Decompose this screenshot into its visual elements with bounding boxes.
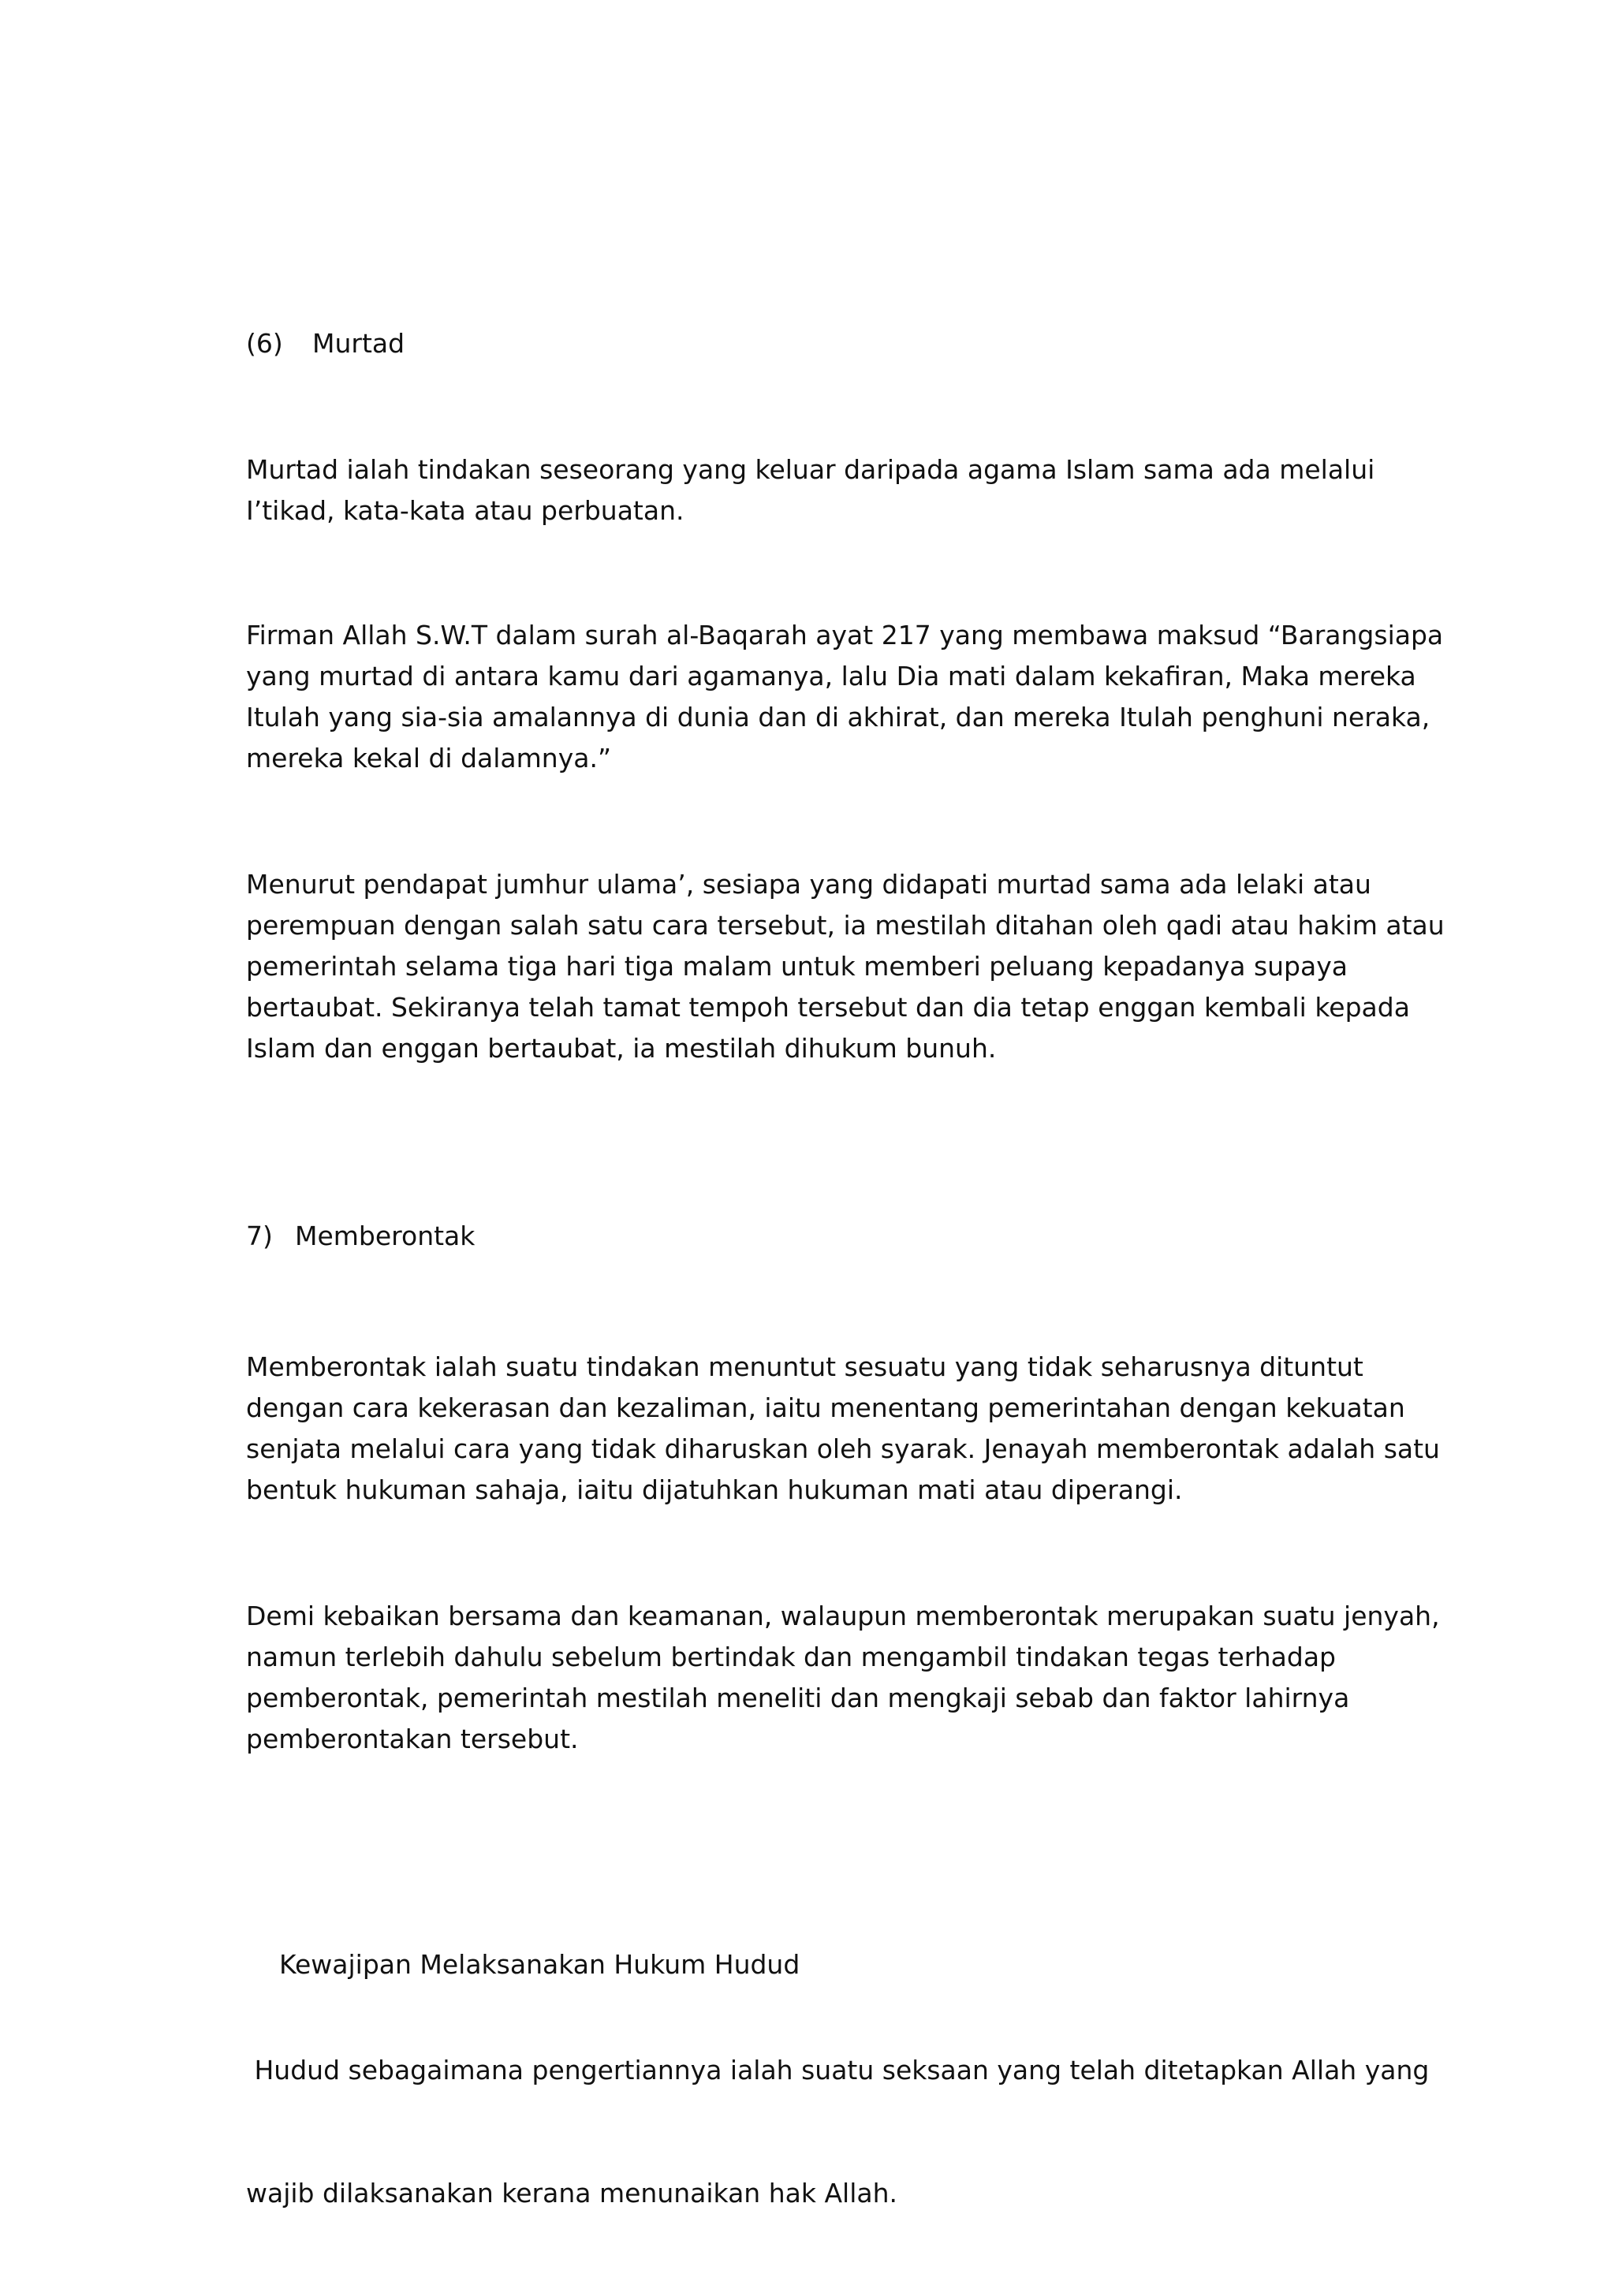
text-line: bentuk hukuman sahaja, iaitu dijatuhkan hukuman mati atau diperangi. [246,1474,1183,1505]
paragraph-murtad-quran [246,615,1444,779]
paragraph-hudud-definition [246,1968,1430,2296]
paragraph-memberontak-kebaikan [246,1596,1440,1760]
heading-title: Murtad [312,328,405,359]
text-line: perempuan dengan salah satu cara tersebut, ia mestilah ditahan oleh qadi atau hakim atau [246,910,1445,941]
section-heading-murtad [246,323,1397,364]
text-line: wajib dilaksanakan kerana menunaikan hak Allah. [246,2178,897,2208]
text-line: pemerintah selama tiga hari tiga malam untuk memberi peluang kepadanya supaya [246,951,1348,982]
paragraph-memberontak-definition [246,1347,1440,1511]
text-line: senjata melalui cara yang tidak diharuskan oleh syarak. Jenayah memberontak adalah satu [246,1433,1440,1464]
text-line: mereka kekal di dalamnya.” [246,743,612,773]
heading-number: 7) [246,1221,273,1251]
heading-title: Memberontak [295,1221,476,1251]
text-line: Firman Allah S.W.T dalam surah al-Baqarah ayat 217 yang membawa maksud “Barangsiapa [246,620,1444,650]
paragraph-murtad-jumhur [246,864,1445,1069]
text-line: Hudud sebagaimana pengertiannya ialah suatu seksaan yang telah ditetapkan Allah yang [246,2055,1430,2085]
text-line: Demi kebaikan bersama dan keamanan, walaupun memberontak merupakan suatu jenyah, [246,1601,1440,1631]
heading-number: (6) [246,328,283,359]
text-line: Memberontak ialah suatu tindakan menuntut sesuatu yang tidak seharusnya dituntut [246,1351,1363,1382]
text-line: Menurut pendapat jumhur ulama’, sesiapa yang didapati murtad sama ada lelaki atau [246,869,1371,900]
text-line: bertaubat. Sekiranya telah tamat tempoh tersebut dan dia tetap enggan kembali kepada [246,992,1410,1023]
paragraph-murtad-definition [246,449,1397,531]
text-line: I’tikad, kata-kata atau perbuatan. [246,495,684,526]
text-line: yang murtad di antara kamu dari agamanya, lalu Dia mati dalam kekafiran, Maka mereka [246,661,1416,691]
section-heading-memberontak [246,1216,1397,1257]
text-line: Murtad ialah tindakan seseorang yang keluar daripada agama Islam sama ada melalui [246,454,1375,485]
text-line: dengan cara kekerasan dan kezaliman, iaitu menentang pemerintahan dengan kekuatan [246,1392,1405,1423]
text-line: namun terlebih dahulu sebelum bertindak dan mengambil tindakan tegas terhadap [246,1642,1337,1672]
heading-title: Kewajipan Melaksanakan Hukum Hudud [278,1949,800,1980]
text-line: Islam dan enggan bertaubat, ia mestilah dihukum bunuh. [246,1033,997,1064]
text-line: Itulah yang sia-sia amalannya di dunia dan di akhirat, dan mereka Itulah penghuni neraka, [246,702,1430,732]
text-line: pemberontak, pemerintah mestilah meneliti dan mengkaji sebab dan faktor lahirnya [246,1683,1350,1713]
text-line: pemberontakan tersebut. [246,1724,579,1754]
